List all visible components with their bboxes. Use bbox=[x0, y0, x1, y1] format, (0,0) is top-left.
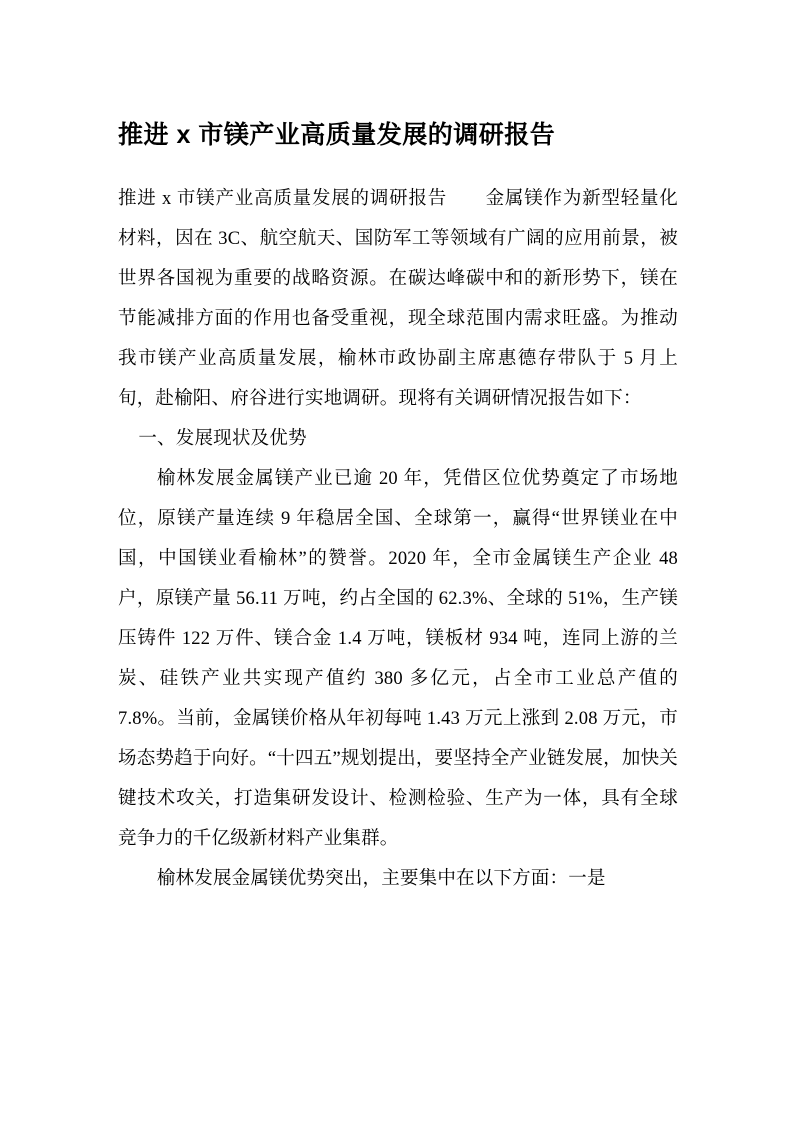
paragraph-1: 推进 x 市镁产业高质量发展的调研报告 金属镁作为新型轻量化材料，因在 3C、航空航天、国防军工等领域有广阔的应用前景，被世界各国视为重要的战略资源。在碳达峰碳中和的新形势下，镁在节能减排方面的作用也备受重视，现全球范围内需求旺盛。为推动我市镁产业高质量发展，榆林市政协副主席惠德存带队于 5 月上旬，赴榆阳、府谷进行实地调研。现将有关调研情况报告如下： bbox=[118, 189, 678, 409]
section-heading-1: 一、发展现状及优势 bbox=[138, 429, 307, 449]
paragraph-2: 榆林发展金属镁产业已逾 20 年，凭借区位优势奠定了市场地位，原镁产量连续 9 年稳居全国、全球第一，赢得“世界镁业在中国，中国镁业看榆林”的赞誉。2020 年，全市金属镁生产企业 48 户，原镁产量 56.11 万吨，约占全国的 62.3%、全球的 51%，生产镁压铸件 122 万件、镁合金 1.4 万吨，镁板材 934 吨，连同上游的兰炭、硅铁产业共实现产值约 380 多亿元，占全市工业总产值的 7.8%。当前，金属镁价格从年初每吨 1.43 万元上涨到 2.08 万元，市场态势趋于向好。“十四五”规划提出，要坚持全产业链发展，加快关键技术攻关，打造集研发设计、检测检验、生产为一体，具有全球竞争力的千亿级新材料产业集群。 bbox=[118, 469, 678, 849]
page-title: 推进 x 市镁产业高质量发展的调研报告 bbox=[118, 121, 556, 149]
paragraph-3: 榆林发展金属镁优势突出，主要集中在以下方面：一是 bbox=[156, 869, 606, 889]
document-body bbox=[118, 118, 678, 899]
